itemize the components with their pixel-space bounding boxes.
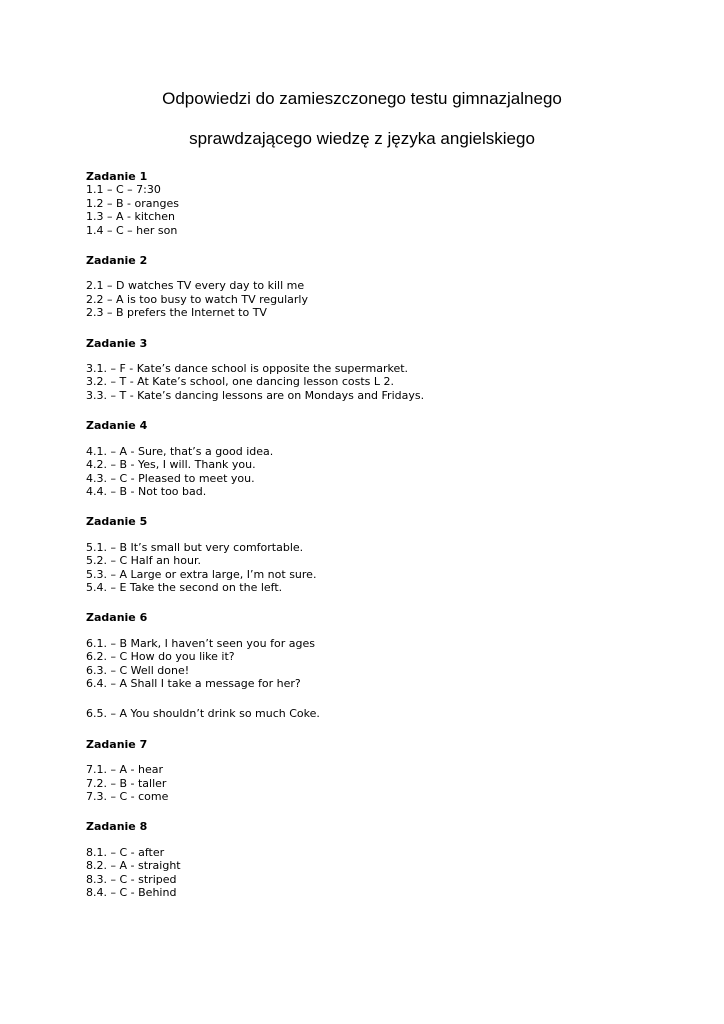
answer-line: 7.1. – A - hear [86, 763, 163, 777]
answer-line: 5.3. – A Large or extra large, I’m not sure. [86, 567, 317, 581]
section-heading: Zadanie 7 [86, 737, 148, 751]
document-title-line-1: Odpowiedzi do zamieszczonego testu gimnazjalnego [162, 89, 562, 108]
answer-key [86, 170, 686, 916]
answer-group [86, 707, 686, 720]
answer-line: 8.4. – C - Behind [86, 886, 177, 900]
answer-line: 8.2. – A - straight [86, 859, 181, 873]
answer-line: 6.2. – C How do you like it? [86, 650, 235, 664]
answer-section [86, 419, 686, 498]
answer-line: 7.2. – B - taller [86, 776, 167, 790]
answer-section [86, 337, 686, 403]
answer-section [86, 170, 686, 237]
answer-line: 1.1 – C – 7:30 [86, 183, 161, 197]
answer-line: 6.4. – A Shall I take a message for her? [86, 676, 301, 690]
answer-line: 4.2. – B - Yes, I will. Thank you. [86, 458, 256, 472]
answer-section [86, 738, 686, 804]
answer-line: 3.1. – F - Kate’s dance school is opposite the supermarket. [86, 362, 409, 376]
answer-group [86, 541, 686, 595]
answer-group [86, 183, 686, 237]
section-heading: Zadanie 5 [86, 515, 148, 529]
answer-group [86, 362, 686, 402]
answer-line: 5.4. – E Take the second on the left. [86, 580, 283, 594]
answer-line: 8.1. – C - after [86, 845, 165, 859]
answer-line: 6.3. – C Well done! [86, 663, 190, 677]
answer-group [86, 637, 686, 691]
answer-line: 6.1. – B Mark, I haven’t seen you for ages [86, 636, 315, 650]
answer-section [86, 515, 686, 594]
answer-group [86, 445, 686, 499]
answer-line: 1.4 – C – her son [86, 223, 178, 237]
section-heading: Zadanie 8 [86, 820, 148, 834]
section-heading: Zadanie 1 [86, 170, 148, 183]
answer-group [86, 846, 686, 900]
answer-line: 4.1. – A - Sure, that’s a good idea. [86, 444, 274, 458]
answer-line: 2.2 – A is too busy to watch TV regularly [86, 292, 308, 306]
answer-group [86, 279, 686, 319]
answer-line: 3.2. – T - At Kate’s school, one dancing lesson costs L 2. [86, 375, 394, 389]
answer-line: 4.4. – B - Not too bad. [86, 484, 207, 498]
answer-line: 5.1. – B It’s small but very comfortable. [86, 540, 304, 554]
answer-section [86, 820, 686, 899]
answer-section [86, 611, 686, 720]
answer-line: 2.3 – B prefers the Internet to TV [86, 306, 267, 320]
section-heading: Zadanie 6 [86, 611, 148, 625]
answer-line: 8.3. – C - striped [86, 872, 177, 886]
answer-group [86, 763, 686, 803]
answer-section [86, 254, 686, 320]
answer-line: 5.2. – C Half an hour. [86, 554, 201, 568]
answer-line: 4.3. – C - Pleased to meet you. [86, 471, 255, 485]
answer-line: 1.3 – A - kitchen [86, 210, 175, 224]
section-heading: Zadanie 4 [86, 419, 148, 433]
section-heading: Zadanie 2 [86, 254, 148, 268]
section-heading: Zadanie 3 [86, 336, 148, 350]
answer-line: 1.2 – B - oranges [86, 196, 179, 210]
answer-line: 2.1 – D watches TV every day to kill me [86, 279, 305, 293]
answer-line: 3.3. – T - Kate’s dancing lessons are on Mondays and Fridays. [86, 388, 425, 402]
document-title-line-2: sprawdzającego wiedzę z języka angielskiego [189, 129, 535, 148]
answer-line: 7.3. – C - come [86, 790, 169, 803]
answer-line: 6.5. – A You shouldn’t drink so much Coke. [86, 707, 320, 721]
